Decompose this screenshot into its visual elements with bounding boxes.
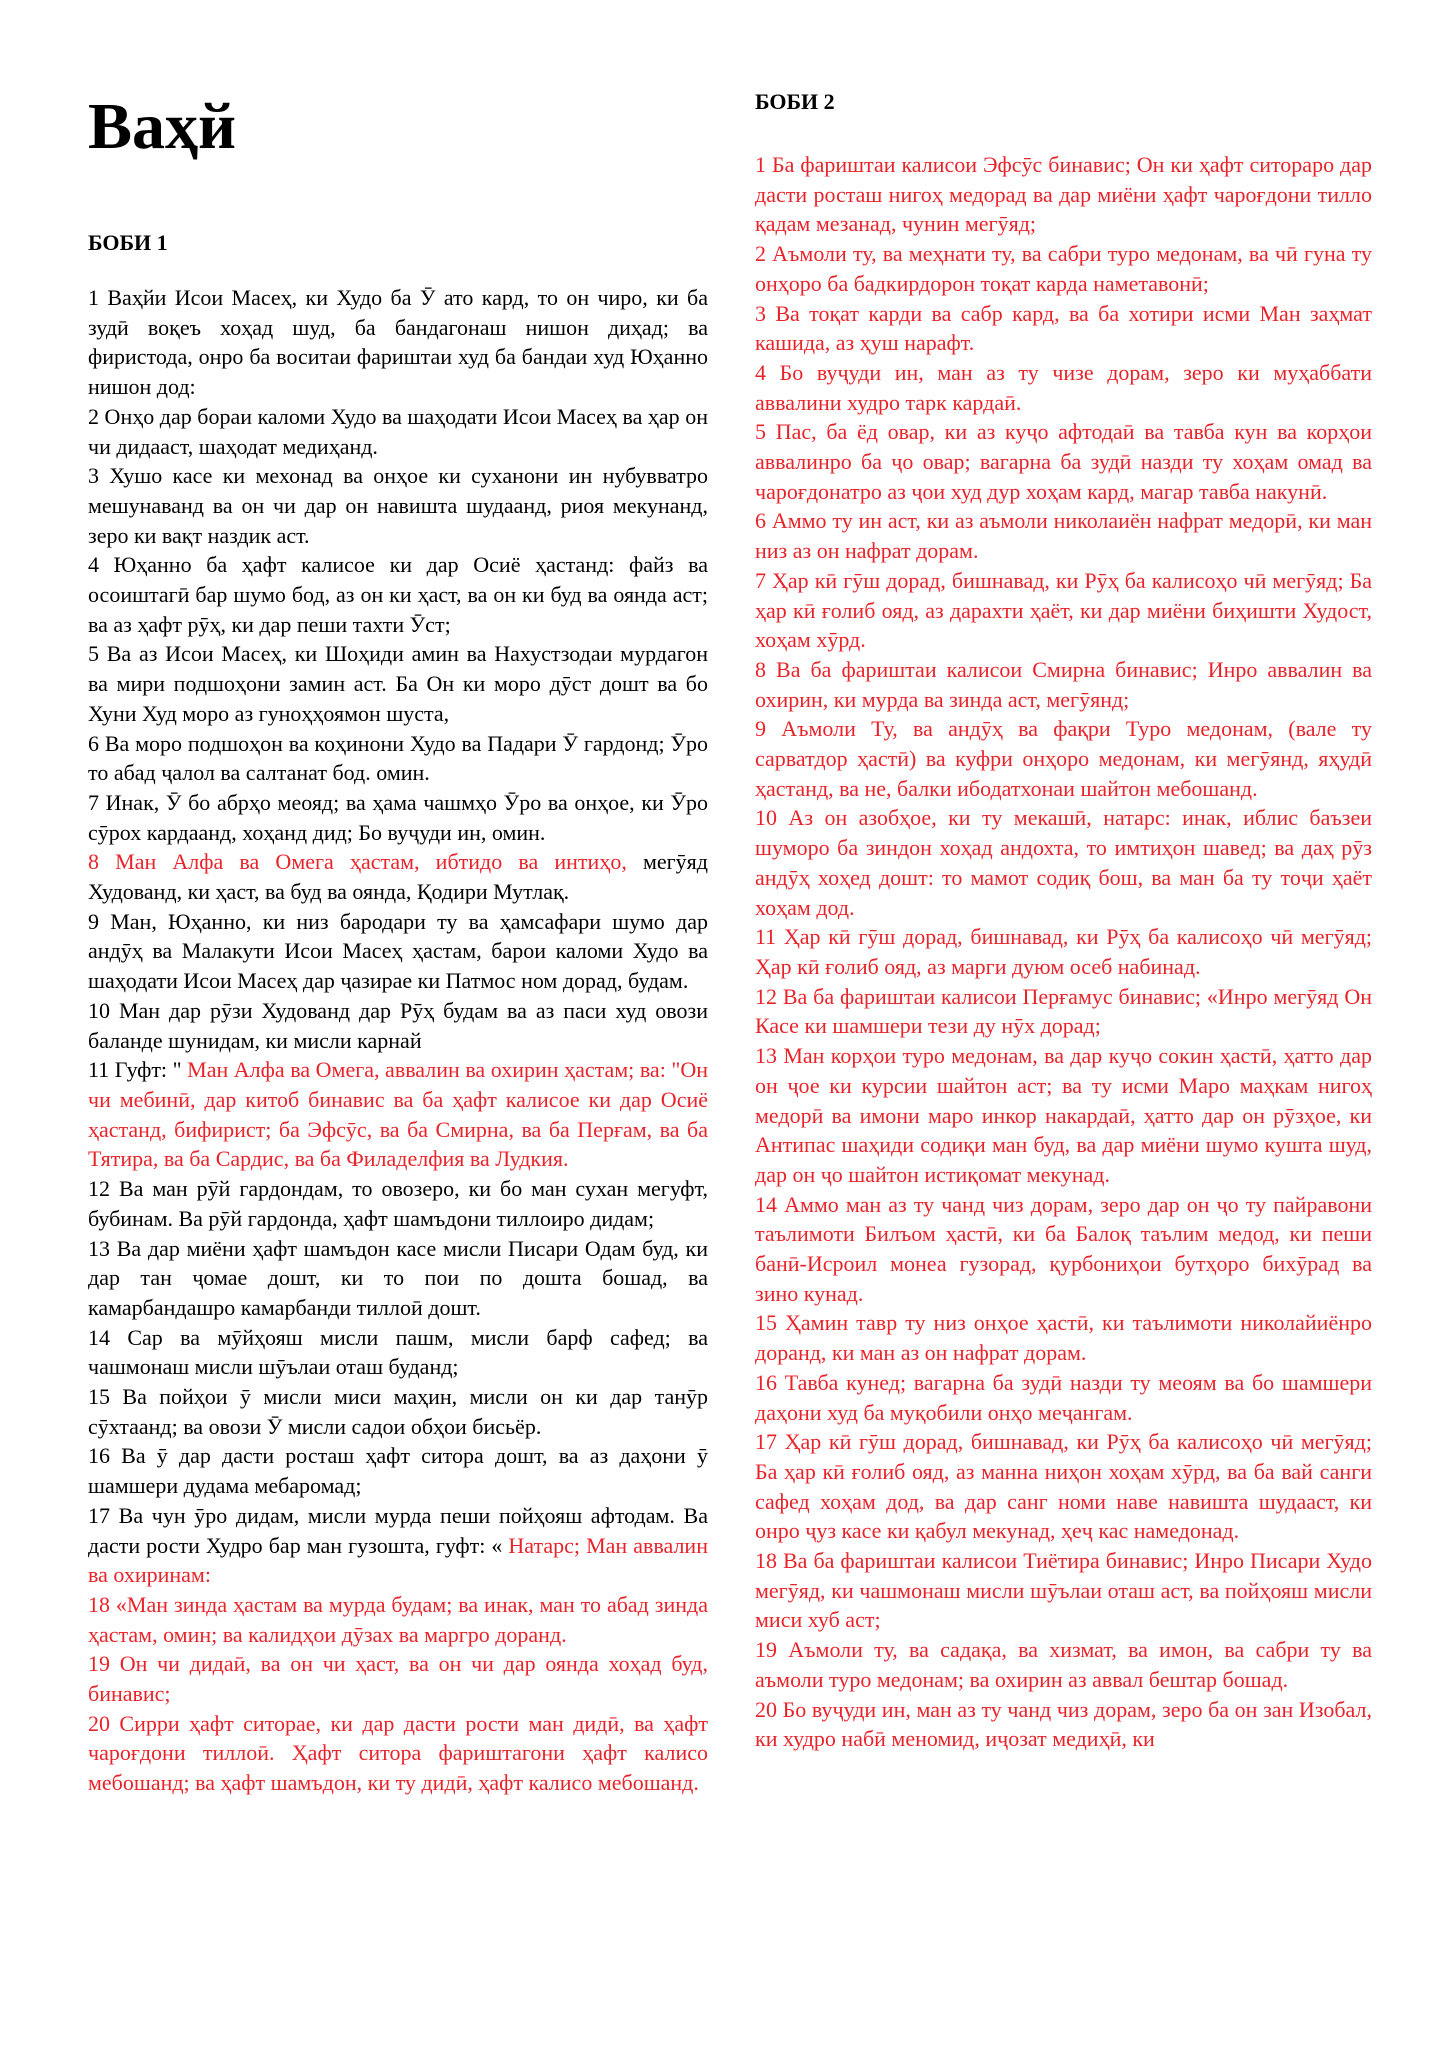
verse-text: 13 Ва дар миёни ҳафт шамъдон касе мисли Писари Одам буд, ки дар тан ҷомае дошт, ки то пои по дошта бошад, ва камарбандашро камарбанди тиллоӣ дошт. xyxy=(88,1235,708,1320)
verse-text: 11 Гуфт: " xyxy=(88,1057,188,1083)
verse-red-text: 16 Тавба кунед; вагарна ба зудӣ назди ту меоям ва бо шамшери даҳони худ ба муқобили онҳо меҷангам. xyxy=(755,1369,1372,1425)
verse xyxy=(88,1323,708,1382)
verse xyxy=(88,1590,708,1649)
verse xyxy=(755,358,1372,417)
chapter-1-verses xyxy=(88,283,708,1798)
verse-red-text: 14 Аммо ман аз ту чанд чиз дорам, зеро дар он ҷо ту пайравони таълимоти Билъом ҳастӣ, ки ба Балоқ таълим медод, ки пеши банӣ-Исроил монеа гузорад, қурбониҳои бутҳоро бихӯрад ва зино кунад. xyxy=(755,1191,1372,1306)
verse-text: 7 Инак, Ӯ бо абрҳо меояд; ва ҳама чашмҳо Ӯро ва онҳое, ки Ӯро сӯрох кардаанд, хоҳанд дид; Бо вуҷуди ин, омин. xyxy=(88,789,708,845)
verse-red-text: 20 Бо вуҷуди ин, ман аз ту чанд чиз дорам, зеро ба он зан Изобал, ки худро набӣ меномид, иҷозат медиҳӣ, ки xyxy=(755,1696,1372,1752)
verse xyxy=(755,922,1372,981)
verse xyxy=(755,1695,1372,1754)
verse-red-text: 10 Аз он азобҳое, ки ту мекашӣ, натарс: инак, иблис баъзеи шуморо ба зиндон хоҳад андохта, то имтиҳон шавед; ва даҳ рӯз андӯҳ хоҳед дошт: то мамот содиқ бош, ва ман ба ту тоҷи ҳаёт хоҳам дод. xyxy=(755,805,1372,920)
verse xyxy=(755,150,1372,239)
verse-red-text: 5 Пас, ба ёд овар, ки аз куҷо афтодаӣ ва тавба кун ва корҳои аввалинро ба ҷо овар; вагарна ба зудӣ назди ту хоҳам омад ва чароғдонатро аз ҷои худ дур хоҳам кард, магар тавба накунӣ. xyxy=(755,419,1372,504)
verse-red-text: 13 Ман корҳои туро медонам, ва дар куҷо сокин ҳастӣ, ҳатто дар он ҷое ки курсии шайтон аст; ва ту исми Маро маҳкам нигоҳ медорӣ ва имони маро инкор накардаӣ, ҳатто дар он рӯзҳое, ки Антипас шаҳиди содиқи ман буд, ва дар миёни шумо кушта шуд, дар он ҷо шайтон истиқомат мекунад. xyxy=(755,1043,1372,1187)
verse-red-text: 19 Аъмоли ту, ва садақа, ва хизмат, ва имон, ва сабри ту ва аъмоли туро медонам; ва охирин аз аввал бештар бошад. xyxy=(755,1637,1372,1692)
verse xyxy=(755,655,1372,714)
verse-red-text: 19 Он чи дидаӣ, ва он чи ҳаст, ва он чи дар оянда хоҳад буд, бинавис; xyxy=(88,1651,708,1707)
verse-text: 16 Ва ӯ дар дасти росташ ҳафт ситора дошт, ва аз даҳони ӯ шамшери дудама мебаромад; xyxy=(88,1443,708,1499)
verse xyxy=(88,1174,708,1233)
verse-text: 12 Ва ман рӯй гардондам, то овозеро, ки бо ман сухан мегуфт, бубинам. Ва рӯй гардонда, ҳафт шамъдони тиллоиро дидам; xyxy=(88,1176,708,1231)
verse xyxy=(755,417,1372,506)
verse xyxy=(88,729,708,788)
verse-red-text: Натарс; Ман аввалин ва охиринам: xyxy=(88,1532,708,1588)
verse-red-text: 2 Аъмоли ту, ва меҳнати ту, ва сабри туро медонам, ва чӣ гуна ту онҳоро ба бадкирдорон тоқат карда наметавонӣ; xyxy=(755,241,1372,296)
verse-text: мегӯяд Худованд, ки ҳаст, ва буд ва оянда, Қодири Мутлақ. xyxy=(88,849,708,905)
verse xyxy=(755,1308,1372,1367)
verse xyxy=(88,1382,708,1441)
verse xyxy=(755,299,1372,358)
chapter-2-heading: БОБИ 2 xyxy=(755,89,835,114)
verse xyxy=(88,847,708,906)
verse-red-text: 11 Ҳар кӣ гӯш дорад, бишнавад, ки Рӯҳ ба калисоҳо чӣ мегӯяд; Ҳар кӣ ғолиб ояд, аз марги дуюм осеб набинад. xyxy=(755,924,1372,979)
verse xyxy=(88,461,708,550)
verse xyxy=(88,1501,708,1590)
verse-red-text: 3 Ва тоқат карди ва сабр кард, ва ба хотири исми Ман заҳмат кашида, аз ҳуш нарафт. xyxy=(755,300,1372,356)
verse xyxy=(755,506,1372,565)
verse-red-text: 6 Аммо ту ин аст, ки аз аъмоли николаиён нафрат медорӣ, ки ман низ аз он нафрат дорам. xyxy=(755,508,1372,564)
verse xyxy=(755,1635,1372,1694)
verse-red-text: Ман Алфа ва Омега, аввалин ва охирин ҳастам; ва: "Он чи мебинӣ, дар китоб бинавис ва ба ҳафт калисое ки дар Осиё ҳастанд, бифирист; ба Эфсӯс, ва ба Смирна, ва ба Перғам, ва ба Тятира, ва ба Сардис, ва ба Филаделфия ва Лудкия. xyxy=(88,1057,709,1172)
verse xyxy=(88,996,708,1055)
chapter-1-heading: БОБИ 1 xyxy=(88,230,168,255)
verse xyxy=(755,803,1372,922)
verse xyxy=(88,283,708,402)
verse-text: 5 Ва аз Исои Масеҳ, ки Шоҳиди амин ва Нахустзодаи мурдагон ва мири подшоҳони замин аст. Ба Он ки моро дӯст дошт ва бо Хуни Худ моро аз гуноҳҳоямон шуста, xyxy=(88,641,708,726)
verse xyxy=(88,1234,708,1323)
verse xyxy=(755,239,1372,298)
verse xyxy=(88,907,708,996)
verse-red-text: 18 «Ман зинда ҳастам ва мурда будам; ва инак, ман то абад зинда ҳастам, омин; ва калидҳои дӯзах ва маргро доранд. xyxy=(88,1591,708,1647)
verse xyxy=(755,714,1372,803)
verse xyxy=(755,1190,1372,1309)
verse xyxy=(755,1546,1372,1635)
verse-text: 2 Онҳо дар бораи каломи Худо ва шаҳодати Исои Масеҳ ва ҳар он чи дидааст, шаҳодат медиҳанд. xyxy=(88,403,708,459)
verse-text: 17 Ва чун ӯро дидам, мисли мурда пеши пойҳояш афтодам. Ва дасти рости Худро бар ман гузошта, гуфт: « xyxy=(88,1502,708,1558)
chapter-2-verses xyxy=(755,150,1372,1754)
verse-red-text: 8 Ва ба фариштаи калисои Смирна бинавис; Инро аввалин ва охирин, ки мурда ва зинда аст, мегӯянд; xyxy=(755,656,1372,712)
verse-red-text: 15 Ҳамин тавр ту низ онҳое ҳастӣ, ки таълимоти николайиёнро доранд, ки ман аз он нафрат дорам. xyxy=(755,1310,1372,1366)
verse-text: 15 Ва пойҳои ӯ мисли миси маҳин, мисли он ки дар танӯр сӯхтаанд; ва овози Ӯ мисли садои обҳои бисьёр. xyxy=(88,1384,708,1439)
verse xyxy=(755,982,1372,1041)
verse xyxy=(88,1441,708,1500)
verse xyxy=(88,788,708,847)
verse-red-text: 20 Сирри ҳафт ситорае, ки дар дасти рости ман дидӣ, ва ҳафт чароғдони тиллоӣ. Ҳафт ситора фариштагони ҳафт калисо мебошанд; ва ҳафт шамъдон, ки ту дидӣ, ҳафт калисо мебошанд. xyxy=(88,1710,708,1796)
verse-text: 6 Ва моро подшоҳон ва коҳинони Худо ва Падари Ӯ гардонд; Ӯро то абад ҷалол ва салтанат бод. омин. xyxy=(88,730,708,786)
verse xyxy=(88,1709,708,1798)
verse-red-text: 12 Ва ба фариштаи калисои Перғамус бинавис; «Инро мегӯяд Он Касе ки шамшери тези ду нӯх дорад; xyxy=(755,983,1372,1039)
verse-red-text: 17 Ҳар кӣ гӯш дорад, бишнавад, ки Рӯҳ ба калисоҳо чӣ мегӯяд; Ба ҳар кӣ ғолиб ояд, аз манна ниҳон хоҳам хӯрд, ва ба вай санги сафед хоҳам дод, ва дар санг номи наве навишта шудааст, ки онро ҷуз касе ки қабул мекунад, ҳеҷ кас намедонад. xyxy=(755,1429,1372,1544)
verse xyxy=(88,1055,708,1174)
verse xyxy=(88,639,708,728)
verse xyxy=(88,402,708,461)
verse xyxy=(755,1368,1372,1427)
verse xyxy=(755,1041,1372,1190)
verse-text: 9 Ман, Юҳанно, ки низ бародари ту ва ҳамсафари шумо дар андӯҳ ва Малакути Исои Масеҳ ҳастам, барои каломи Худо ва шаҳодати Исои Масеҳ дар ҷазирае ки Патмос ном дорад, будам. xyxy=(88,908,708,994)
verse-red-text: 4 Бо вуҷуди ин, ман аз ту чизе дорам, зеро ки муҳаббати аввалини худро тарк кардаӣ. xyxy=(755,359,1372,415)
verse-red-text: 8 Ман Алфа ва Омега ҳастам, ибтидо ва интиҳо, xyxy=(88,849,627,875)
verse-text: 1 Ваҳйи Исои Масеҳ, ки Худо ба Ӯ ато кард, то он чиро, ки ба зудӣ воқеъ хоҳад шуд, ба бандагонаш нишон диҳад; ва фиристода, онро ба воситаи фариштаи худ ба бандаи худ Юҳанно нишон дод: xyxy=(88,285,708,400)
verse xyxy=(88,550,708,639)
verse-red-text: 1 Ба фариштаи калисои Эфсӯс бинавис; Он ки ҳафт ситораро дар дасти росташ нигоҳ медорад ва дар миёни ҳафт чароғдони тилло қадам мезанад, чунин мегӯяд; xyxy=(755,152,1372,237)
verse xyxy=(88,1649,708,1708)
verse-red-text: 9 Аъмоли Ту, ва андӯҳ ва фақри Туро медонам, (вале ту сарватдор ҳастӣ) ва куфри онҳоро медонам, ки мегӯянд, яҳудӣ ҳастанд, ва не, балки ибодатхонаи шайтон мебошанд. xyxy=(755,716,1372,801)
verse-text: 10 Ман дар рӯзи Худованд дар Рӯҳ будам ва аз паси худ овози баланде шунидам, ки мисли карнай xyxy=(88,997,708,1053)
verse-text: 4 Юҳанно ба ҳафт калисое ки дар Осиё ҳастанд: файз ва осоиштагӣ бар шумо бод, аз он ки ҳаст, ва он ки буд ва оянда аст; ва аз ҳафт рӯҳ, ки дар пеши тахти Ӯст; xyxy=(88,552,708,637)
verse xyxy=(755,566,1372,655)
verse-text: 3 Хушо касе ки мехонад ва онҳое ки суханони ин нубувватро мешунаванд ва он чи дар он навишта шудаанд, риоя мекунанд, зеро ки вақт наздик аст. xyxy=(88,463,708,548)
verse-text: 14 Сар ва мӯйҳояш мисли пашм, мисли барф сафед; ва чашмонаш мисли шӯълаи оташ буданд; xyxy=(88,1324,708,1380)
verse-red-text: 18 Ва ба фариштаи калисои Тиётира бинавис; Инро Писари Худо мегӯяд, ки чашмонаш мисли шӯълаи оташ аст, ва пойҳояш мисли миси хуб аст; xyxy=(755,1548,1372,1633)
verse-red-text: 7 Ҳар кӣ гӯш дорад, бишнавад, ки Рӯҳ ба калисоҳо чӣ мегӯяд; Ба ҳар кӣ ғолиб ояд, аз дарахти ҳаёт, ки дар миёни биҳишти Худост, хоҳам хӯрд. xyxy=(755,567,1372,653)
page-title: Ваҳй xyxy=(88,90,237,163)
verse xyxy=(755,1427,1372,1546)
